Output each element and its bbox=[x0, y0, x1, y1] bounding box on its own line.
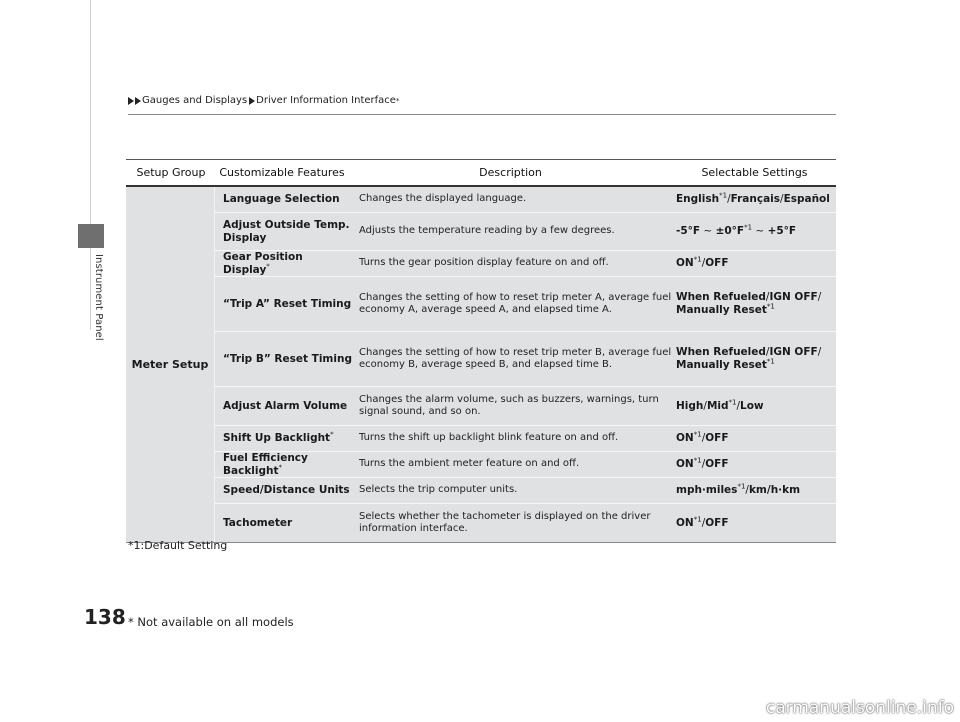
settings-cell bbox=[672, 291, 836, 317]
breadcrumb-item-driver-info[interactable]: Driver Information Interface bbox=[256, 95, 396, 106]
triangle-right-icon bbox=[249, 97, 255, 105]
setting-option: Manually Reset bbox=[676, 304, 767, 316]
setting-option: km/h·km bbox=[748, 484, 801, 496]
setting-option: IGN OFF bbox=[769, 346, 818, 358]
feature-name: Adjust Outside Temp. Display bbox=[223, 218, 350, 244]
separator: / bbox=[701, 458, 706, 470]
separator: / bbox=[727, 193, 731, 205]
feature-name: Language Selection bbox=[223, 193, 340, 205]
feature-cell bbox=[215, 432, 353, 445]
description-cell: Adjusts the temperature reading by a few degrees. bbox=[359, 225, 615, 237]
settings-cell bbox=[672, 193, 836, 206]
setting-option: ±0°F bbox=[715, 225, 745, 237]
triangle-right-icon bbox=[135, 97, 141, 105]
separator: / bbox=[817, 291, 822, 303]
default-mark: *1 bbox=[766, 302, 775, 311]
separator: / bbox=[736, 399, 741, 412]
default-mark: *1 bbox=[693, 456, 702, 465]
setting-option: ON bbox=[676, 257, 694, 269]
table-row bbox=[215, 332, 836, 387]
header-features: Customizable Features bbox=[219, 166, 345, 179]
table-row bbox=[215, 187, 836, 213]
settings-cell bbox=[672, 346, 836, 372]
section-label: Instrument Panel bbox=[93, 254, 104, 341]
separator: / bbox=[701, 257, 706, 269]
settings-cell bbox=[672, 517, 836, 530]
feature-name: “Trip B” Reset Timing bbox=[223, 352, 352, 365]
default-mark: *1 bbox=[728, 398, 737, 406]
settings-cell bbox=[672, 484, 836, 497]
table-footnote: *1:Default Setting bbox=[128, 539, 228, 552]
feature-cell bbox=[215, 484, 353, 497]
default-mark: *1 bbox=[766, 357, 775, 366]
feature-name: Tachometer bbox=[223, 516, 293, 529]
table-row bbox=[215, 504, 836, 542]
default-mark: *1 bbox=[693, 515, 702, 523]
setting-option: OFF bbox=[705, 432, 729, 444]
settings-cell bbox=[672, 458, 836, 471]
table-row bbox=[215, 251, 836, 277]
table-header bbox=[126, 159, 836, 187]
setting-option: When Refueled bbox=[676, 346, 766, 358]
table-row bbox=[215, 277, 836, 332]
header-setup-group: Setup Group bbox=[136, 166, 206, 179]
availability-mark: * bbox=[266, 262, 270, 270]
header-settings: Selectable Settings bbox=[701, 166, 808, 179]
feature-cell bbox=[215, 517, 353, 530]
default-mark: *1 bbox=[719, 191, 728, 200]
table-row bbox=[215, 426, 836, 452]
feature-name: Fuel Efficiency Backlight bbox=[223, 451, 308, 477]
setting-option: Français bbox=[730, 193, 781, 205]
breadcrumb: Gauges and Displays Driver Information Interface * bbox=[128, 95, 399, 106]
group-cell-meter-setup: Meter Setup bbox=[126, 187, 215, 542]
feature-name: “Trip A” Reset Timing bbox=[223, 297, 352, 310]
setting-option: ON bbox=[676, 458, 694, 470]
availability-mark: * bbox=[330, 430, 334, 439]
setting-option: OFF bbox=[705, 458, 729, 470]
feature-cell bbox=[215, 298, 353, 311]
availability-mark: * bbox=[278, 463, 283, 471]
setting-option: High bbox=[676, 399, 704, 412]
separator: / bbox=[703, 399, 707, 412]
setting-option: OFF bbox=[705, 257, 729, 269]
setting-option: mph·miles bbox=[676, 484, 738, 496]
header-rule bbox=[128, 114, 836, 115]
setting-option: Low bbox=[740, 399, 764, 412]
separator: / bbox=[701, 516, 706, 529]
setting-option: When Refueled bbox=[676, 291, 766, 303]
table-row bbox=[215, 387, 836, 426]
table-body bbox=[126, 187, 836, 543]
separator: / bbox=[701, 432, 706, 444]
setting-option: Mid bbox=[706, 399, 729, 412]
section-tab-marker bbox=[78, 224, 104, 248]
setting-option: Manually Reset bbox=[676, 359, 767, 371]
default-mark: *1 bbox=[737, 482, 746, 491]
description-cell: Turns the shift up backlight blink feature on and off. bbox=[359, 432, 619, 444]
feature-name: Adjust Alarm Volume bbox=[223, 399, 348, 412]
description-cell: Changes the displayed language. bbox=[359, 193, 527, 205]
description-cell: Changes the setting of how to reset trip meter B, average fuel economy B, average speed B, and elapsed time B. bbox=[359, 346, 672, 370]
table-rows bbox=[215, 187, 836, 542]
separator: / bbox=[765, 291, 770, 303]
feature-name: Shift Up Backlight bbox=[223, 432, 331, 444]
setting-option: ON bbox=[676, 432, 694, 444]
page-number: 138 bbox=[84, 605, 126, 629]
separator: / bbox=[745, 484, 749, 496]
setting-option: English bbox=[676, 193, 720, 205]
description-cell: Selects whether the tachometer is displayed on the driver information interface. bbox=[359, 510, 651, 534]
settings-cell bbox=[672, 432, 836, 445]
feature-name: Speed/Distance Units bbox=[223, 484, 350, 496]
separator: / bbox=[765, 346, 770, 358]
setting-option: +5°F bbox=[767, 225, 797, 237]
default-mark: *1 bbox=[693, 255, 702, 264]
setting-option: IGN OFF bbox=[769, 291, 818, 303]
feature-cell bbox=[215, 219, 353, 245]
settings-cell bbox=[672, 257, 836, 270]
feature-cell bbox=[215, 251, 353, 277]
feature-name: Gear Position Display bbox=[223, 250, 303, 276]
availability-footnote: * Not available on all models bbox=[128, 615, 294, 629]
setting-option: -5°F bbox=[676, 225, 701, 237]
breadcrumb-item-gauges[interactable]: Gauges and Displays bbox=[142, 95, 248, 106]
feature-cell bbox=[215, 353, 353, 366]
table-row bbox=[215, 478, 836, 504]
setting-option: ON bbox=[676, 516, 694, 529]
description-cell: Turns the gear position display feature on and off. bbox=[359, 257, 609, 269]
settings-cell bbox=[672, 400, 836, 413]
watermark-text: carmanualsonline.info bbox=[765, 698, 954, 718]
header-description: Description bbox=[479, 166, 542, 179]
setting-option: Español bbox=[783, 193, 830, 205]
table-row bbox=[215, 452, 836, 478]
separator: ~ bbox=[700, 225, 716, 237]
description-cell: Selects the trip computer units. bbox=[359, 484, 518, 496]
description-cell: Changes the setting of how to reset trip meter A, average fuel economy A, average speed A, and elapsed time A. bbox=[359, 291, 672, 315]
settings-cell bbox=[672, 225, 836, 238]
default-mark: *1 bbox=[744, 223, 753, 232]
feature-cell bbox=[215, 193, 353, 206]
separator: / bbox=[780, 193, 784, 205]
setting-option: OFF bbox=[705, 516, 729, 529]
description-cell: Turns the ambient meter feature on and off. bbox=[359, 458, 580, 470]
separator: ~ bbox=[752, 225, 768, 237]
feature-cell bbox=[215, 452, 353, 478]
default-mark: *1 bbox=[693, 430, 702, 439]
description-cell: Changes the alarm volume, such as buzzers, warnings, turn signal sound, and so on. bbox=[359, 393, 659, 417]
settings-table bbox=[126, 159, 836, 543]
table-row bbox=[215, 213, 836, 251]
separator: / bbox=[817, 346, 822, 358]
feature-cell bbox=[215, 400, 353, 413]
sidebar-divider bbox=[90, 0, 91, 330]
triangle-right-icon bbox=[128, 97, 134, 105]
